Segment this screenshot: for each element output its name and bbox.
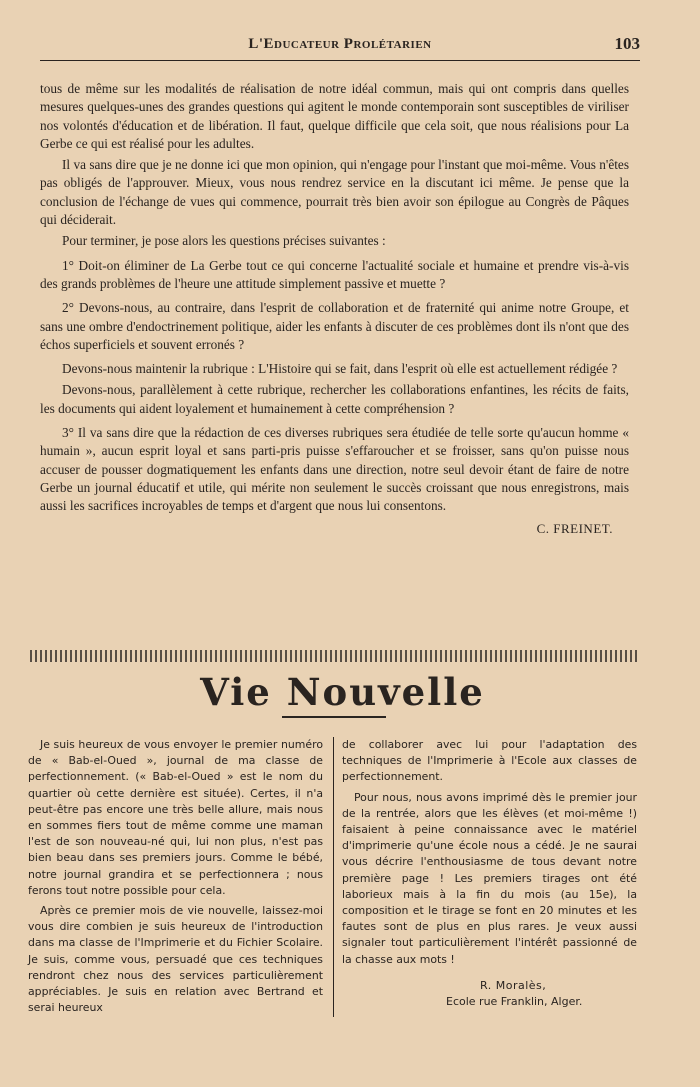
- question-2-sub-b: Devons-nous, parallèlement à cette rubrique, rechercher les collaborations enfantines, les récits de faits, les documents qui aident loyalement et humainement à cette compréhension ?: [40, 382, 629, 416]
- header-rule: [40, 60, 640, 61]
- column-divider: [333, 737, 334, 1017]
- question-1: 1° Doit-on éliminer de La Gerbe tout ce qui concerne l'actualité sociale et humaine et prendre vis-à-vis des grands problèmes de l'heure une attitude simplement passive et muette ?: [40, 257, 629, 291]
- article-paragraph: Pour terminer, je pose alors les questions précises suivantes :: [62, 233, 386, 249]
- running-title: L'Educateur Prolétarien: [248, 36, 432, 52]
- signature-address: Ecole rue Franklin, Alger.: [446, 995, 583, 1009]
- letter-column-right: [342, 737, 637, 1010]
- decorative-border: [30, 650, 638, 662]
- letter-column-left: [28, 737, 323, 1020]
- letter-paragraph: Après ce premier mois de vie nouvelle, laissez-moi vous dire combien je suis heureux de l'introduction dans ma classe de l'Imprimerie et du Fichier Scolaire. Je suis, comme vous, persuadé que ces techniques rendront chez nous des services particulièrement appréciables. Je suis en relation avec Bertrand et serai heureux: [28, 904, 323, 1015]
- page-number: 103: [614, 34, 640, 53]
- question-2: 2° Devons-nous, au contraire, dans l'esprit de collaboration et de fraternité qui anime notre Groupe, et sans une ombre d'endoctrinement politique, aider les enfants à discuter de ces problèmes dont ils n'ont que des échos superficiels et souvent erronés ?: [40, 300, 629, 352]
- page-header: [40, 34, 640, 60]
- article-signature: C. FREINET.: [536, 520, 613, 536]
- letter-paragraph: de collaborer avec lui pour l'adaptation des techniques de l'Imprimerie à l'Ecole aux classes de perfectionnement.: [342, 738, 637, 784]
- letter-paragraph: Je suis heureux de vous envoyer le premier numéro de « Bab-el-Oued », journal de ma classe de perfectionnement. (« Bab-el-Oued » est le nom du quartier où cette dernière est située). Certes, il n'a peut-être pas encore une très belle allure, mais nous en sommes fiers tout de même comme une maman l'est de son nouveau-né qui, lui non plus, n'est pas bien beau dans ses premiers jours. Comme le bébé, notre journal grandira et se perfectionnera ; nous ferons tout notre possible pour cela.: [28, 738, 323, 897]
- letter-paragraph: Pour nous, nous avons imprimé dès le premier jour de la rentrée, alors que les élèves (et moi-même !) faisaient à peine connaissance avec le matériel d'imprimerie qu'une école nous a cédé. Je ne saurai vous décrire l'enthousiasme de tous devant notre première page ! Les premiers tirages ont été laborieux mais à la fin du mois (au 15e), la composition et le tirage se font en 20 minutes et les fautes sont de plus en plus rares. Je veux aussi signaler tout particulièrement l'intérêt passionné de la chasse aux mots !: [342, 790, 637, 966]
- article-paragraph: tous de même sur les modalités de réalisation de notre idéal commun, mais qui ont compris dans quelles mesures quelques-unes des grandes questions qui agitent le monde contemporain sont susceptibles de viriliser nos volontés d'éducation et de libération. Il faut, quelque difficile que cela soit, que nous réalisions pour La Gerbe ce qui est réalisé pour les adultes.: [40, 81, 629, 151]
- question-3: 3° Il va sans dire que la rédaction de ces diverses rubriques sera étudiée de telle sorte qu'aucun homme « humain », aucun esprit loyal et sans parti-pris puisse s'effaroucher et se froisser, sans qu'on puisse nous accuser de pousser dogmatiquement les enfants dans une direction, notre seul devoir étant de faire de notre Gerbe un journal éducatif et utile, qui mérite non seulement le succès croissant que nous enregistrons, mais aussi les sacrifices incroyables de temps et d'argent que nous lui consentons.: [40, 425, 629, 514]
- article-body: [40, 80, 629, 538]
- signature-name: R. Moralès,: [480, 978, 547, 992]
- question-2-sub-a: Devons-nous maintenir la rubrique : L'Histoire qui se fait, dans l'esprit où elle est actuellement rédigée ?: [62, 361, 618, 377]
- title-underline: [282, 716, 386, 718]
- section-title: Vie Nouvelle: [200, 670, 485, 714]
- article-paragraph: Il va sans dire que je ne donne ici que mon opinion, qui n'engage pour l'instant que moi-même. Vous n'êtes pas obligés de l'approuver. Mieux, vous nous rendrez service en la discutant ici même. Je pense que la conclusion de l'échange de vues qui commence, pourrait très bien avoir son épilogue au Congrès de Pâques qui déciderait.: [40, 157, 629, 228]
- letter-signature: [342, 978, 637, 1010]
